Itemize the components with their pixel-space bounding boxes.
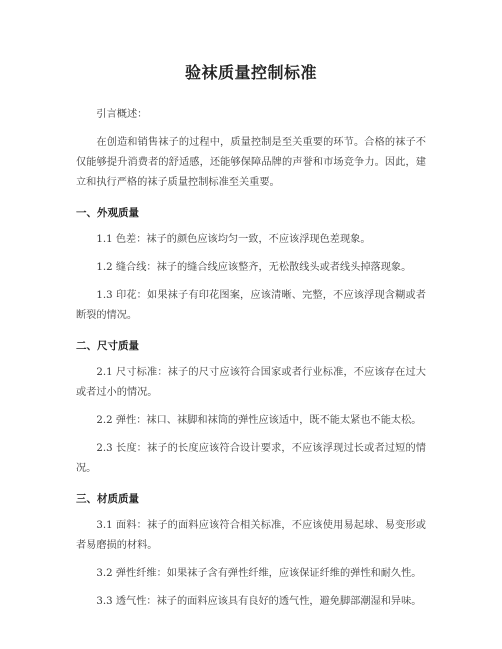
intro-paragraph: 在创造和销售袜子的过程中，质量控制是至关重要的环节。合格的袜子不仅能够提升消费者的舒适感，还能够保障品牌的声誉和市场竞争力。因此，建立和执行严格的袜子质量控制标准至关重要。 (76, 137, 426, 188)
section-heading: 三、材质质量 (76, 493, 139, 505)
section-heading: 一、外观质量 (76, 207, 139, 219)
section-item: 3.1 面料：袜子的面料应该符合相关标准，不应该使用易起球、易变形或者易磨损的材料。 (76, 520, 426, 551)
section-item: 1.2 缝合线：袜子的缝合线应该整齐，无松散线头或者线头掉落现象。 (96, 262, 412, 273)
section-item: 1.3 印花：如果袜子有印花图案，应该清晰、完整，不应该浮现含糊或者断裂的情况。 (76, 290, 426, 321)
intro-label: 引言概述： (96, 109, 148, 120)
section-size (76, 338, 426, 479)
section-item: 3.3 透气性：袜子的面料应该具有良好的透气性，避免脚部潮湿和异味。 (96, 596, 422, 607)
section-material (76, 491, 426, 612)
section-item: 1.1 色差：袜子的颜色应该均匀一致，不应该浮现色差现象。 (96, 234, 371, 245)
section-item: 3.2 弹性纤维：如果袜子含有弹性纤维，应该保证纤维的弹性和耐久性。 (96, 568, 422, 579)
section-item: 2.3 长度：袜子的长度应该符合设计要求，不应该浮现过长或者过短的情况。 (76, 443, 426, 474)
document-title: 验袜质量控制标准 (184, 63, 317, 82)
section-item: 2.1 尺寸标准：袜子的尺寸应该符合国家或者行业标准，不应该存在过大或者过小的情况。 (76, 367, 426, 398)
section-item: 2.2 弹性：袜口、袜脚和袜筒的弹性应该适中，既不能太紧也不能太松。 (96, 415, 422, 426)
section-appearance (76, 205, 426, 326)
section-heading: 二、尺寸质量 (76, 340, 139, 352)
